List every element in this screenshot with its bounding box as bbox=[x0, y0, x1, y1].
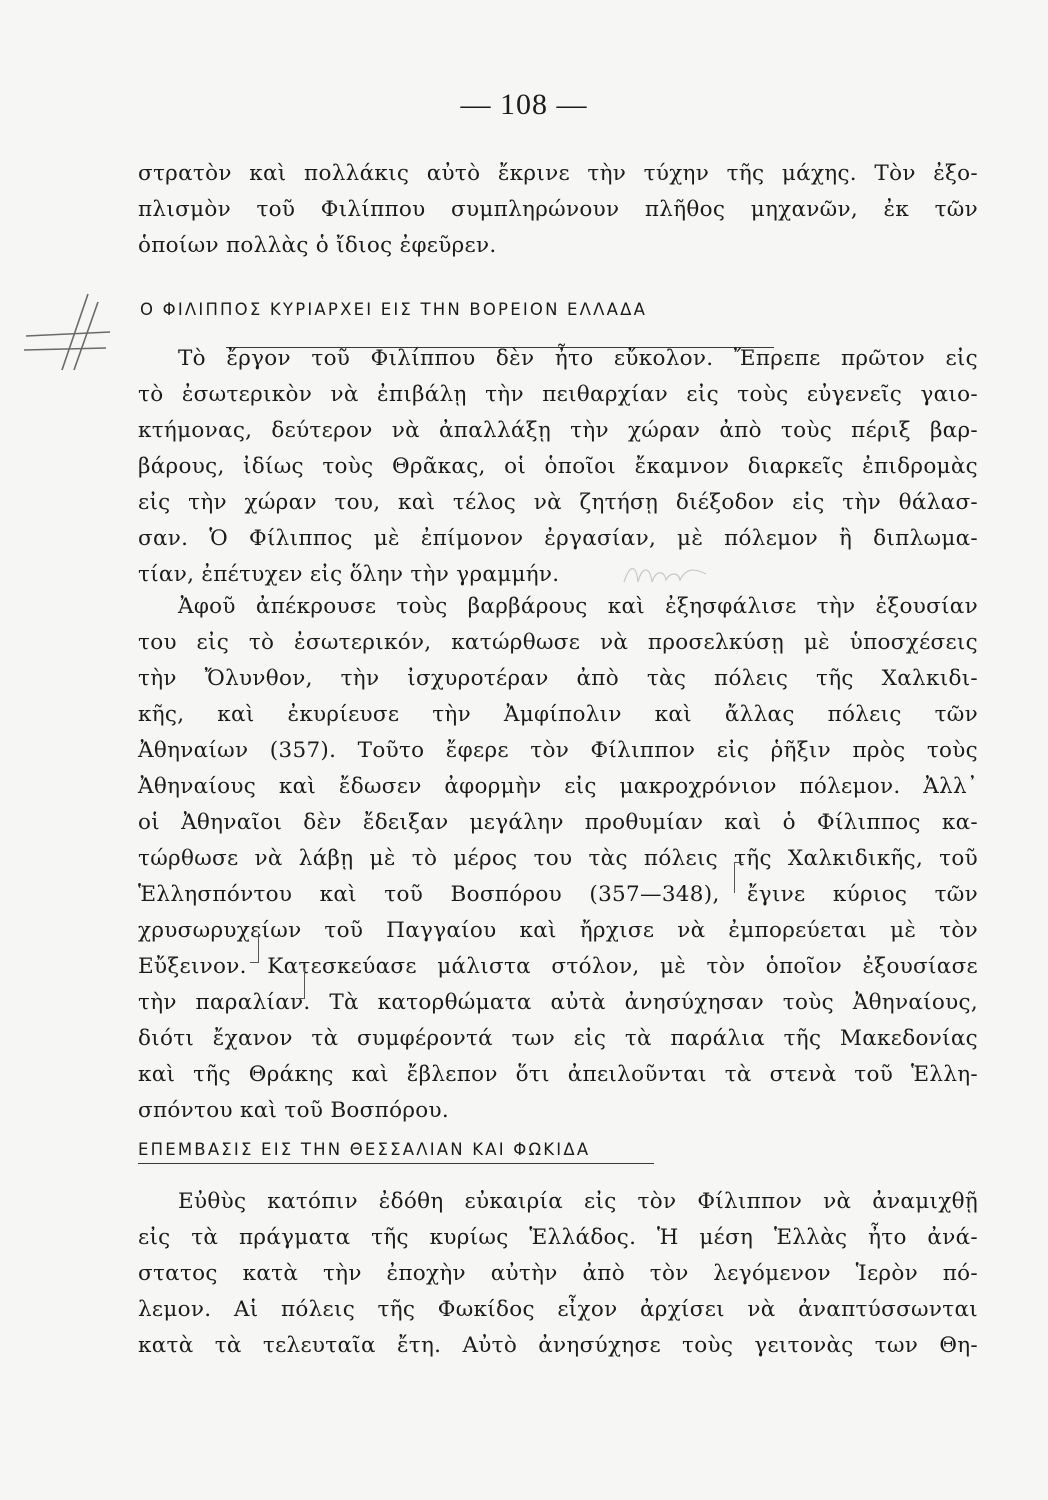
text-line: κτήμονας, δεύτερον νὰ ἀπαλλάξῃ τὴν χώραν ἀπὸ τοὺς πέριξ βαρ- bbox=[138, 418, 978, 443]
text-line: τὴν παραλίαν. Τὰ κατορθώματα αὐτὰ ἀνησύχησαν τοὺς Ἀθηναίους, bbox=[138, 990, 978, 1015]
text-line: πλισμὸν τοῦ Φιλίππου συμπληρώνουν πλῆθος μηχανῶν, ἐκ τῶν bbox=[138, 197, 978, 222]
text-line: Εὔξεινον. Κατεσκεύασε μάλιστα στόλον, μὲ τὸν ὁποῖον ἐξουσίασε bbox=[138, 954, 978, 979]
text-line: κῆς, καὶ ἐκυρίευσε τὴν Ἀμφίπολιν καὶ ἄλλας πόλεις τῶν bbox=[138, 702, 978, 727]
text-line: εἰς τὰ πράγματα τῆς κυρίως Ἑλλάδος. Ἡ μέση Ἑλλὰς ἦτο ἀνά- bbox=[138, 1225, 978, 1250]
pencil-bracket-open bbox=[734, 862, 743, 893]
text-line: τίαν, ἐπέτυχεν εἰς ὅλην τὴν γραμμήν. bbox=[138, 562, 560, 587]
text-line: Εὐθὺς κατόπιν ἐδόθη εὐκαιρία εἰς τὸν Φίλιππον νὰ ἀναμιχθῇ bbox=[178, 1189, 978, 1214]
text-line: Ἀθηναίων (357). Τοῦτο ἔφερε τὸν Φίλιππον εἰς ῥῆξιν πρὸς τοὺς bbox=[138, 738, 978, 763]
text-line: σπόντου καὶ τοῦ Βοσπόρου. bbox=[138, 1098, 450, 1123]
text-line: λεμον. Αἱ πόλεις τῆς Φωκίδος εἶχον ἀρχίσει νὰ ἀναπτύσσωνται bbox=[138, 1297, 978, 1322]
text-line: διότι ἔχανον τὰ συμφέροντά των εἰς τὰ παράλια τῆς Μακεδονίας bbox=[138, 1026, 978, 1051]
pencil-hash-mark-icon bbox=[22, 292, 112, 372]
text-line: καὶ τῆς Θράκης καὶ ἔβλεπον ὅτι ἀπειλοῦνται τὰ στενὰ τοῦ Ἑλλη- bbox=[138, 1062, 978, 1087]
text-line: τὴν Ὄλυνθον, τὴν ἰσχυροτέραν ἀπὸ τὰς πόλεις τῆς Χαλκιδι- bbox=[138, 666, 978, 691]
text-line: στρατὸν καὶ πολλάκις αὐτὸ ἔκρινε τὴν τύχην τῆς μάχης. Τὸν ἐξο- bbox=[138, 161, 978, 186]
text-line: εἰς τὴν χώραν του, καὶ τέλος νὰ ζητήσῃ διέξοδον εἰς τὴν θάλασ- bbox=[138, 490, 978, 515]
pencil-bracket-close bbox=[250, 932, 259, 963]
text-line: οἱ Ἀθηναῖοι δὲν ἔδειξαν μεγάλην προθυμίαν καὶ ὁ Φίλιππος κα- bbox=[138, 810, 978, 835]
heading-underline bbox=[138, 1163, 654, 1164]
text-line: στατος κατὰ τὴν ἐποχὴν αὐτὴν ἀπὸ τὸν λεγόμενον Ἱερὸν πό- bbox=[138, 1261, 978, 1286]
text-line: βάρους, ἰδίως τοὺς Θρᾶκας, οἱ ὁποῖοι ἔκαμνον διαρκεῖς ἐπιδρομὰς bbox=[138, 454, 978, 479]
text-line: τώρθωσε νὰ λάβῃ μὲ τὸ μέρος του τὰς πόλεις τῆς Χαλκιδικῆς, τοῦ bbox=[138, 846, 978, 871]
text-line: ὁποίων πολλὰς ὁ ἴδιος ἐφεῦρεν. bbox=[138, 233, 497, 258]
text-line: σαν. Ὁ Φίλιππος μὲ ἐπίμονον ἐργασίαν, μὲ πόλεμον ἢ διπλωμα- bbox=[138, 526, 978, 551]
text-line: κατὰ τὰ τελευταῖα ἔτη. Αὐτὸ ἀνησύχησε τοὺς γειτονὰς των Θη- bbox=[138, 1333, 978, 1358]
pencil-bracket-close bbox=[296, 968, 305, 999]
text-line: του εἰς τὸ ἐσωτερικόν, κατώρθωσε νὰ προσελκύσῃ μὲ ὑποσχέσεις bbox=[138, 630, 978, 655]
page-number: — 108 — bbox=[460, 88, 588, 121]
section-heading: ΕΠΕΜΒΑΣΙΣ ΕΙΣ ΤΗΝ ΘΕΣΣΑΛΙΑΝ ΚΑΙ ΦΩΚΙΔΑ bbox=[138, 1140, 591, 1159]
section-heading: Ο ΦΙΛΙΠΠΟΣ ΚΥΡΙΑΡΧΕΙ ΕΙΣ ΤΗΝ ΒΟΡΕΙΟΝ ΕΛΛΑΔΑ bbox=[140, 300, 648, 319]
text-line: Ἀθηναίους καὶ ἔδωσεν ἀφορμὴν εἰς μακροχρόνιον πόλεμον. Ἀλλ᾽ bbox=[138, 774, 978, 799]
text-line: Τὸ ἔργον τοῦ Φιλίππου δὲν ἦτο εὔκολον. Ἔπρεπε πρῶτον εἰς bbox=[178, 346, 978, 371]
text-line: Ἑλλησπόντου καὶ τοῦ Βοσπόρου (357—348), ἔγινε κύριος τῶν bbox=[138, 882, 978, 907]
text-line: χρυσωρυχείων τοῦ Παγγαίου καὶ ἤρχισε νὰ ἐμπορεύεται μὲ τὸν bbox=[138, 918, 978, 943]
text-line: τὸ ἐσωτερικὸν νὰ ἐπιβάλῃ τὴν πειθαρχίαν εἰς τοὺς εὐγενεῖς γαιο- bbox=[138, 382, 978, 407]
pencil-scribble-icon bbox=[620, 560, 710, 590]
text-line: Ἀφοῦ ἀπέκρουσε τοὺς βαρβάρους καὶ ἐξησφάλισε τὴν ἐξουσίαν bbox=[178, 594, 978, 619]
